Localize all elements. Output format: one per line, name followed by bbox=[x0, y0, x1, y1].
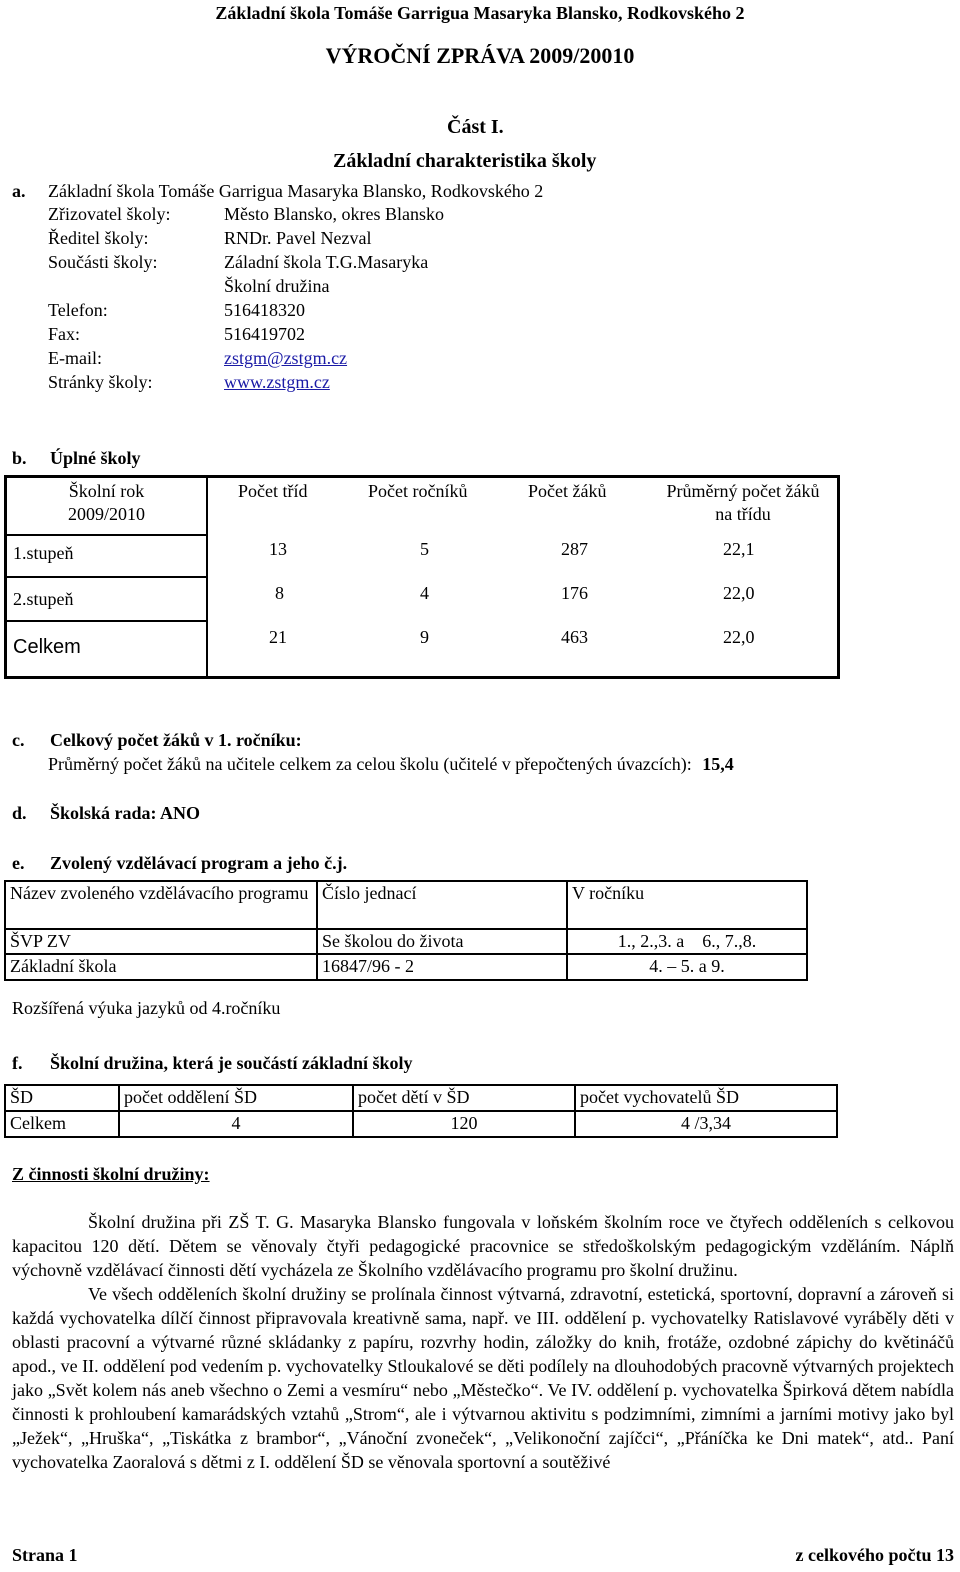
info-label: Fax: bbox=[48, 324, 81, 344]
cell-value: 4 bbox=[420, 583, 429, 603]
cell-value: 176 bbox=[561, 583, 588, 603]
page-total: z celkového počtu 13 bbox=[795, 1545, 954, 1565]
program-table bbox=[4, 880, 808, 981]
table-cell: 4. – 5. a 9. bbox=[567, 954, 807, 979]
email-link[interactable]: zstgm@zstgm.cz bbox=[224, 348, 348, 368]
table-cell: 4 /3,34 bbox=[575, 1111, 837, 1137]
info-row-email bbox=[48, 347, 648, 371]
info-value: Školní družina bbox=[224, 276, 330, 296]
col-average-line2: na třídu bbox=[715, 504, 771, 525]
info-label: Stránky školy: bbox=[48, 372, 153, 392]
table-cell: 120 bbox=[353, 1111, 575, 1137]
school-stats-table bbox=[4, 475, 840, 679]
info-value: RNDr. Pavel Nezval bbox=[224, 228, 372, 248]
activities-paragraph: Školní družina při ZŠ T. G. Masaryka Blansko fungovala v loňském školním roce ve čtyřech odděleních s celkovou kapacitou 120 dětí. Dětem se věnovaly čtyři pedagogické pracovnice se středoškolským pedagogickým vzděláním. Náplň výchovně vzdělávací činnosti dětí vycházela ze Školního vzdělávacího programu pro školní družinu. bbox=[12, 1212, 954, 1280]
teacher-ratio-value: 15,4 bbox=[702, 754, 734, 774]
after-school-table bbox=[4, 1084, 838, 1138]
info-value: Záladní škola T.G.Masaryka bbox=[224, 252, 429, 272]
col-average-line1: Průměrný počet žáků bbox=[666, 481, 820, 501]
section-a bbox=[12, 180, 543, 203]
section-c-text bbox=[48, 753, 734, 776]
section-subtitle: Základní charakteristika školy bbox=[333, 150, 597, 172]
activities-paragraph: Ve všech odděleních školní družiny se prolínala činnost výtvarná, zdravotní, estetická, sportovní, dopravní a zároveň si každá vychovatelka dílčí činnost připravovala kreativně sama, např. ve III. oddělení p. vychovatelky Ratislavové vyráběly děti v oblasti pracovní a výtvarné různé skládanky z papíru, rozvrhy hodin, záložky do knih, frotáže, ozdobné zápichy do květináčů apod., ve II. oddělení pod vedením p. vychovatelky Stloukalové se děti podílely na dlouhodobých pracovně výtvarných projektech jako „Svět kolem nás aneb všechno o Zemi a vesmíru“ nebo „Městečko“. Ve IV. oddělení p. vychovatelka Špirková dětem nabídla činnosti k prohloubení kamarádských vztahů „Strom“, ale i výtvarnou aktivitu s podzimními, zimními a jarními motivy jako byl „Ježek“, „Hruška“, „Tiskátka z brambor“, „Vánoční zvoneček“, „Velikonoční zajíčci“, „Přáníčka ke Dni matek“, atd.. Paní vychovatelka Zaoralová s dětmi z I. oddělení ŠD se věnovala sportovní a soutěživé bbox=[12, 1284, 954, 1472]
header-cell: počet vychovatelů ŠD bbox=[575, 1085, 837, 1111]
info-value: Město Blansko, okres Blansko bbox=[224, 204, 444, 224]
cell-value: 5 bbox=[420, 539, 429, 559]
section-b-letter: b. bbox=[12, 448, 27, 468]
page-number: Strana 1 bbox=[12, 1545, 78, 1565]
cell-value: 22,0 bbox=[723, 627, 755, 647]
info-label: Zřizovatel školy: bbox=[48, 204, 171, 224]
section-f-title: Školní družina, která je součástí základní školy bbox=[50, 1053, 413, 1073]
section-c-letter: c. bbox=[12, 730, 25, 750]
col-classes: Počet tříd bbox=[238, 481, 308, 501]
section-f-letter: f. bbox=[12, 1053, 23, 1073]
info-row-web bbox=[48, 371, 648, 395]
table-cell: Celkem bbox=[5, 1111, 119, 1137]
table-row bbox=[5, 929, 807, 954]
cell-value: 9 bbox=[420, 627, 429, 647]
col-grades: Počet ročníků bbox=[368, 481, 468, 501]
table-cell: 4 bbox=[119, 1111, 353, 1137]
info-row-fax bbox=[48, 323, 648, 347]
header-cell: počet dětí v ŠD bbox=[353, 1085, 575, 1111]
cell-value: 463 bbox=[561, 627, 588, 647]
header-cell: Název zvoleného vzdělávacího programu bbox=[5, 881, 317, 929]
row-label: 2.stupeň bbox=[13, 589, 74, 609]
header-cell: Číslo jednací bbox=[317, 881, 567, 929]
activities-text bbox=[12, 1210, 954, 1474]
table-cell: 16847/96 - 2 bbox=[317, 954, 567, 979]
header-cell: ŠD bbox=[5, 1085, 119, 1111]
table-row bbox=[5, 954, 807, 979]
school-name: Základní škola Tomáše Garrigua Masaryka Blansko, Rodkovského 2 bbox=[48, 181, 544, 201]
section-d-title: Školská rada: ANO bbox=[50, 803, 201, 823]
cell-value: 287 bbox=[561, 539, 588, 559]
info-row-founder bbox=[48, 203, 648, 227]
info-row-parts-2 bbox=[48, 275, 648, 299]
cell-value: 13 bbox=[269, 539, 287, 559]
section-b-heading bbox=[12, 447, 141, 470]
header-cell: počet oddělení ŠD bbox=[119, 1085, 353, 1111]
col-pupils: Počet žáků bbox=[528, 481, 607, 501]
part-heading: Část I. bbox=[447, 116, 504, 138]
section-c-heading bbox=[12, 729, 302, 752]
section-a-letter: a. bbox=[12, 181, 26, 201]
info-value: 516419702 bbox=[224, 324, 305, 344]
section-d-letter: d. bbox=[12, 803, 27, 823]
info-label: Telefon: bbox=[48, 300, 108, 320]
language-note: Rozšířená výuka jazyků od 4.ročníku bbox=[12, 998, 281, 1018]
table-cell: ŠVP ZV bbox=[5, 929, 317, 954]
section-e-heading bbox=[12, 852, 347, 875]
cell-value: 22,0 bbox=[723, 583, 755, 603]
header-cell: V ročníku bbox=[567, 881, 807, 929]
row-label: Celkem bbox=[13, 636, 81, 658]
section-c-title: Celkový počet žáků v 1. ročníku: bbox=[50, 730, 302, 750]
year-label-line2: 2009/2010 bbox=[67, 504, 145, 525]
col-average bbox=[647, 480, 839, 527]
table-header-row bbox=[5, 881, 807, 929]
section-d-heading bbox=[12, 802, 200, 825]
year-label-line1: Školní rok bbox=[68, 481, 145, 501]
info-label: Ředitel školy: bbox=[48, 228, 149, 248]
info-row-parts bbox=[48, 251, 648, 275]
info-value: 516418320 bbox=[224, 300, 305, 320]
table-cell: 1., 2.,3. a 6., 7.,8. bbox=[567, 929, 807, 954]
section-b-title: Úplné školy bbox=[50, 448, 141, 468]
website-link[interactable]: www.zstgm.cz bbox=[224, 372, 330, 392]
table-cell: Základní škola bbox=[5, 954, 317, 979]
info-row-director bbox=[48, 227, 648, 251]
cell-value: 8 bbox=[275, 583, 284, 603]
cell-value: 22,1 bbox=[723, 539, 755, 559]
report-title: VÝROČNÍ ZPRÁVA 2009/20010 bbox=[325, 43, 635, 68]
activities-heading: Z činnosti školní družiny: bbox=[12, 1164, 210, 1184]
teacher-ratio-label: Průměrný počet žáků na učitele celkem za celou školu (učitelé v přepočtených úvazcích): bbox=[48, 754, 692, 774]
school-header: Základní škola Tomáše Garrigua Masaryka Blansko, Rodkovského 2 bbox=[215, 3, 745, 23]
info-label: E-mail: bbox=[48, 348, 102, 368]
year-label bbox=[7, 480, 206, 527]
section-e-letter: e. bbox=[12, 853, 25, 873]
row-label: 1.stupeň bbox=[13, 543, 74, 563]
table-header-row bbox=[5, 1085, 837, 1111]
section-e-title: Zvolený vzdělávací program a jeho č.j. bbox=[50, 853, 348, 873]
cell-value: 21 bbox=[269, 627, 287, 647]
info-row-phone bbox=[48, 299, 648, 323]
info-label: Součásti školy: bbox=[48, 252, 158, 272]
table-cell: Se školou do života bbox=[317, 929, 567, 954]
section-f-heading bbox=[12, 1052, 413, 1075]
table-row bbox=[5, 1111, 837, 1137]
